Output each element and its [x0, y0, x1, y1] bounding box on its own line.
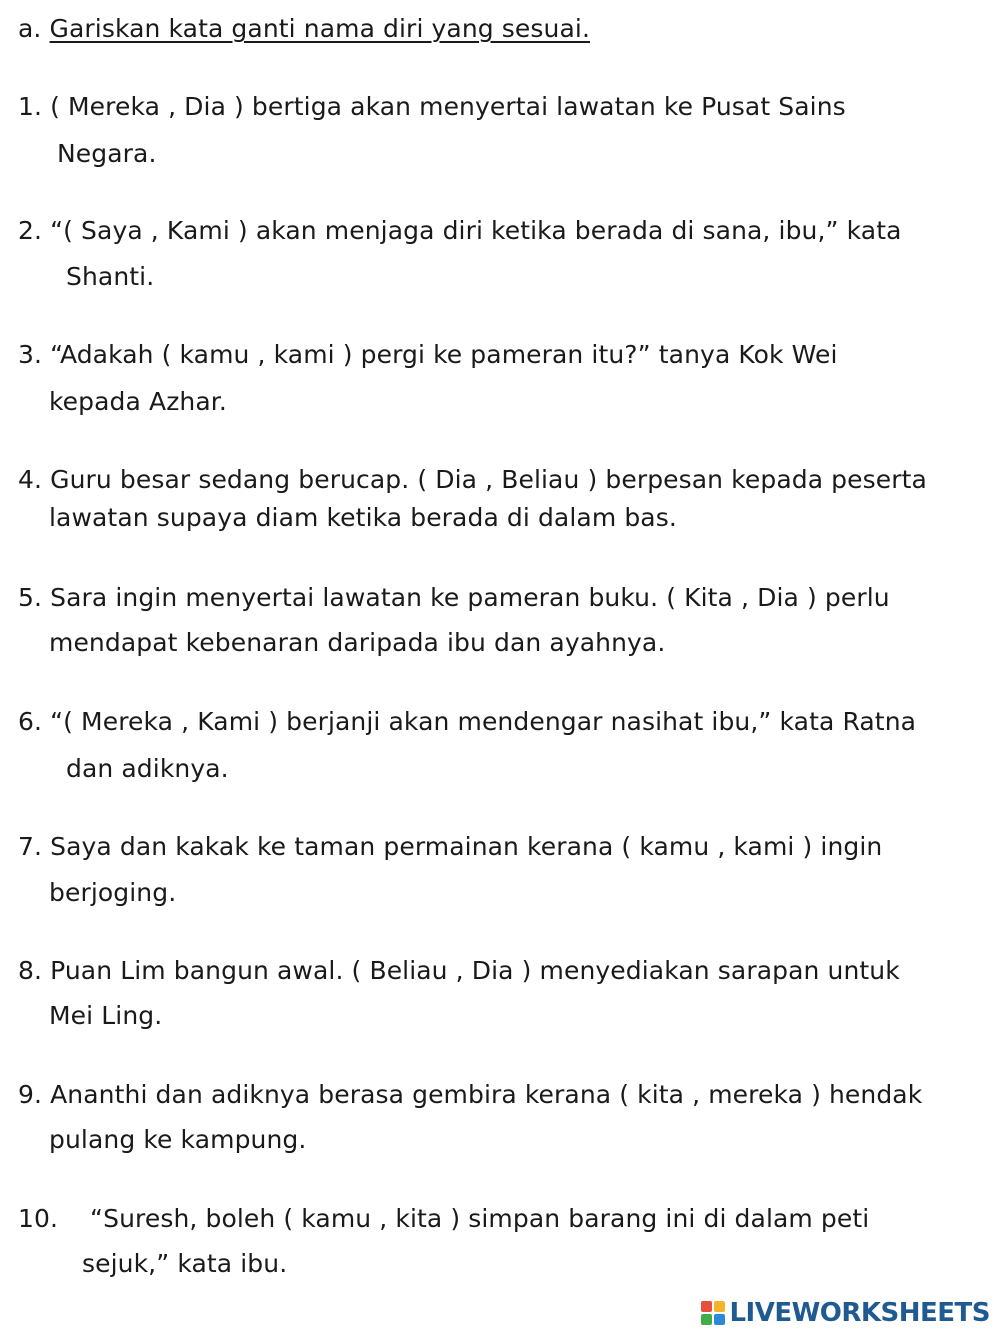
logo-square-2	[714, 1301, 725, 1312]
instruction-text: Gariskan kata ganti nama diri yang sesuai.	[49, 14, 590, 43]
question-text: “( Saya , Kami ) akan menjaga diri ketika berada di sana, ibu,” kata	[50, 216, 902, 245]
question-number: 6.	[18, 707, 43, 736]
question-number: 2.	[18, 216, 43, 245]
question-number: 5.	[18, 583, 43, 612]
question-7-line-1	[18, 832, 882, 862]
question-2-line-1	[18, 216, 902, 246]
question-text: Saya dan kakak ke taman permainan kerana ( kamu , kami ) ingin	[50, 832, 883, 861]
question-number: 8.	[18, 956, 43, 985]
question-text: Guru besar sedang berucap. ( Dia , Beliau ) berpesan kepada peserta	[50, 465, 927, 494]
question-10-line-2: sejuk,” kata ibu.	[82, 1249, 288, 1278]
question-6-line-1	[18, 707, 916, 737]
question-number: 7.	[18, 832, 43, 861]
question-text: Ananthi dan adiknya berasa gembira kerana ( kita , mereka ) hendak	[50, 1080, 923, 1109]
question-text: “( Mereka , Kami ) berjanji akan mendengar nasihat ibu,” kata Ratna	[50, 707, 917, 736]
question-number: 9.	[18, 1080, 43, 1109]
logo-text: LIVEWORKSHEETS	[729, 1298, 990, 1328]
question-9-line-1	[18, 1080, 922, 1110]
liveworksheets-logo-icon	[701, 1301, 725, 1325]
question-1-line-2: Negara.	[57, 139, 157, 168]
question-3-line-1	[18, 340, 838, 370]
question-text: “Suresh, boleh ( kamu , kita ) simpan barang ini di dalam peti	[90, 1204, 870, 1233]
instruction-marker: a.	[18, 14, 42, 43]
question-number: 3.	[18, 340, 43, 369]
question-9-line-2: pulang ke kampung.	[49, 1125, 307, 1154]
logo-square-4	[714, 1314, 725, 1325]
question-1-line-1	[18, 92, 846, 122]
logo-square-3	[701, 1314, 712, 1325]
question-2-line-2: Shanti.	[66, 262, 155, 291]
instruction	[18, 14, 590, 44]
question-5-line-2: mendapat kebenaran daripada ibu dan ayahnya.	[49, 628, 666, 657]
question-3-line-2: kepada Azhar.	[49, 387, 227, 416]
question-number: 1.	[18, 92, 43, 121]
question-number: 4.	[18, 465, 43, 494]
question-7-line-2: berjoging.	[49, 878, 177, 907]
question-6-line-2: dan adiknya.	[66, 754, 229, 783]
question-8-line-2: Mei Ling.	[49, 1001, 163, 1030]
question-text: ( Mereka , Dia ) bertiga akan menyertai lawatan ke Pusat Sains	[50, 92, 846, 121]
question-text: Sara ingin menyertai lawatan ke pameran buku. ( Kita , Dia ) perlu	[50, 583, 890, 612]
question-4-line-1	[18, 465, 927, 495]
liveworksheets-logo	[701, 1298, 990, 1328]
question-text: “Adakah ( kamu , kami ) pergi ke pameran itu?” tanya Kok Wei	[50, 340, 838, 369]
question-text: Puan Lim bangun awal. ( Beliau , Dia ) menyediakan sarapan untuk	[50, 956, 900, 985]
question-10-line-1	[18, 1204, 869, 1234]
logo-square-1	[701, 1301, 712, 1312]
question-number: 10.	[18, 1204, 59, 1233]
question-4-line-2: lawatan supaya diam ketika berada di dalam bas.	[49, 503, 677, 532]
question-8-line-1	[18, 956, 900, 986]
question-5-line-1	[18, 583, 890, 613]
